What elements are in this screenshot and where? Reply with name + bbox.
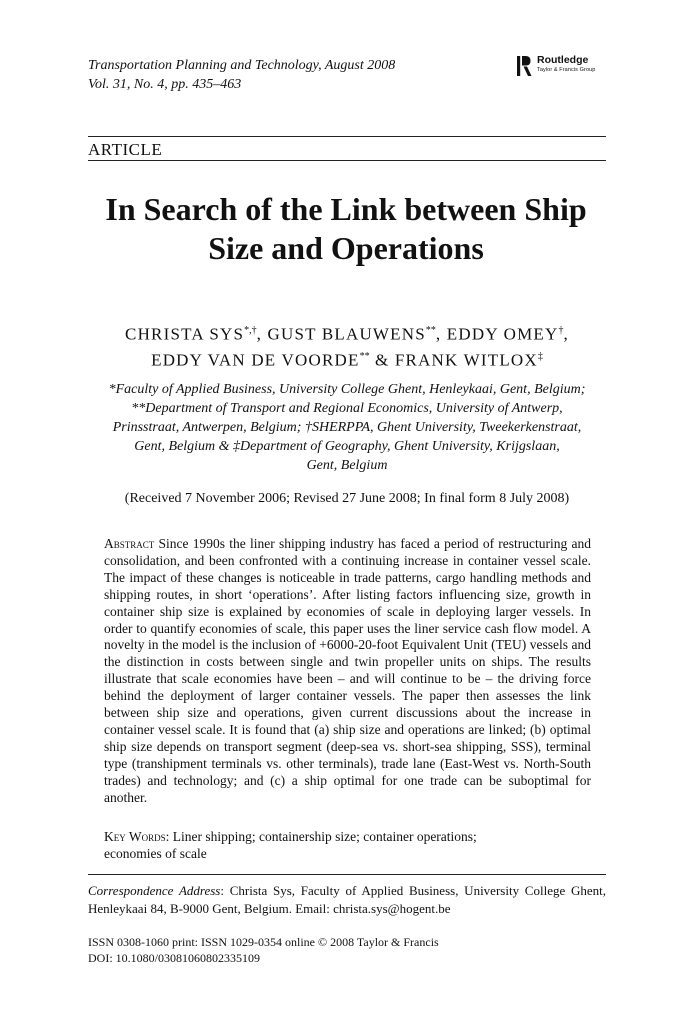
affiliation-line: Prinsstraat, Antwerpen, Belgium; †SHERPPA, Ghent University, Tweekerkenstraat,: [112, 420, 582, 435]
section-top-rule: [88, 136, 606, 137]
author-mark: *,†: [244, 325, 257, 336]
affiliation-line: Gent, Belgium: [306, 458, 388, 473]
journal-citation: [88, 56, 395, 94]
keywords-line-2: economies of scale: [104, 845, 207, 861]
section-bottom-rule: [88, 160, 606, 161]
publisher-name: Routledge: [537, 54, 589, 66]
section-label: ARTICLE: [88, 140, 163, 159]
author-name: EDDY OMEY: [446, 324, 559, 344]
abstract-label: Abstract: [104, 536, 155, 551]
affiliation-line: *Faculty of Applied Business, University College Ghent, Henleykaai, Gent, Belgium;: [108, 382, 586, 397]
footer-rule: [88, 874, 606, 875]
correspondence-text: : Christa Sys, Faculty of Applied Business, University College Ghent, Henleykaai 84, B-9000 Gent, Belgium. Email: christa.sys@hogent.be: [88, 883, 606, 916]
affiliations: [80, 380, 614, 475]
author-name: FRANK WITLOX: [394, 350, 538, 370]
publisher-logo: [516, 55, 595, 77]
title-line-2: Size and Operations: [208, 230, 484, 266]
abstract: [104, 536, 591, 807]
author-separator: ,: [435, 324, 447, 344]
author-separator: ,: [563, 324, 569, 344]
keywords-line-1: Liner shipping; containership size; container operations;: [172, 829, 477, 844]
author-line-2: [88, 346, 606, 372]
publisher-group: Taylor & Francis Group: [537, 66, 596, 73]
correspondence-label: Correspondence Address: [88, 883, 221, 898]
affiliation-line: **Department of Transport and Regional Economics, University of Antwerp,: [131, 401, 563, 416]
doi-line: DOI: 10.1080/03081060802335109: [88, 950, 260, 965]
author-mark: **: [359, 350, 370, 362]
author-mark: †: [558, 325, 564, 336]
journal-name-line: Transportation Planning and Technology, August 2008: [88, 58, 396, 73]
abstract-text: Since 1990s the liner shipping industry has faced a period of restructuring and consolidation, and been confronted with a continuing increase in container vessel scale. The impact of these changes is noticeable in trade patterns, cargo handling methods and shipping routes, in short ‘operations’. After listing factors influencing size, growth in container ship size is explained by economies of scale in deploying larger vessels. In order to quantify economies of scale, this paper uses the liner service cash flow model. A novelty in the model is the inclusion of +6000-20-foot Equivalent Unit (TEU) vessels and the distinction in costs between single and twin propeller units on ships. The results illustrate that scale economies have been – and will continue to be – the driving force behind the deployment of larger container vessels. The paper then assesses the link between ship size and operations, given current discussions about the increase in container vessel scale. It is found that (a) ship size and operations are linked; (b) optimal ship size depends on transport segment (deep-sea vs. short-sea shipping, SSS), terminal type (transhipment terminals vs. other terminals), trade lane (East-West vs. North-South trades) and technology; and (c) a ship optimal for one trade can be suboptimal for another.: [104, 536, 592, 805]
received-dates: (Received 7 November 2006; Revised 27 June 2008; In final form 8 July 2008): [124, 491, 570, 506]
keywords-label: Key Words:: [104, 829, 170, 844]
keywords: [104, 829, 591, 863]
author-mark: **: [425, 325, 436, 336]
title-line-1: In Search of the Link between Ship: [105, 191, 587, 227]
issn-line: ISSN 0308-1060 print: ISSN 1029-0354 online © 2008 Taylor & Francis: [88, 935, 439, 949]
issn-block: [88, 935, 439, 966]
correspondence-address: [88, 882, 606, 918]
paper-title: [70, 190, 622, 268]
author-mark: ‡: [537, 350, 543, 362]
journal-volume-line: Vol. 31, No. 4, pp. 435–463: [88, 77, 242, 92]
author-name: GUST BLAUWENS: [267, 324, 426, 344]
author-name: CHRISTA SYS: [125, 324, 245, 344]
author-name: EDDY VAN DE VOORDE: [151, 350, 360, 370]
routledge-r-logo-icon: [516, 55, 532, 77]
author-separator: ,: [256, 324, 268, 344]
affiliation-line: Gent, Belgium & ‡Department of Geography, Ghent University, Krijgslaan,: [134, 439, 560, 454]
author-list: [88, 320, 606, 371]
author-conjunction: &: [369, 350, 395, 370]
author-line-1: [88, 320, 606, 346]
